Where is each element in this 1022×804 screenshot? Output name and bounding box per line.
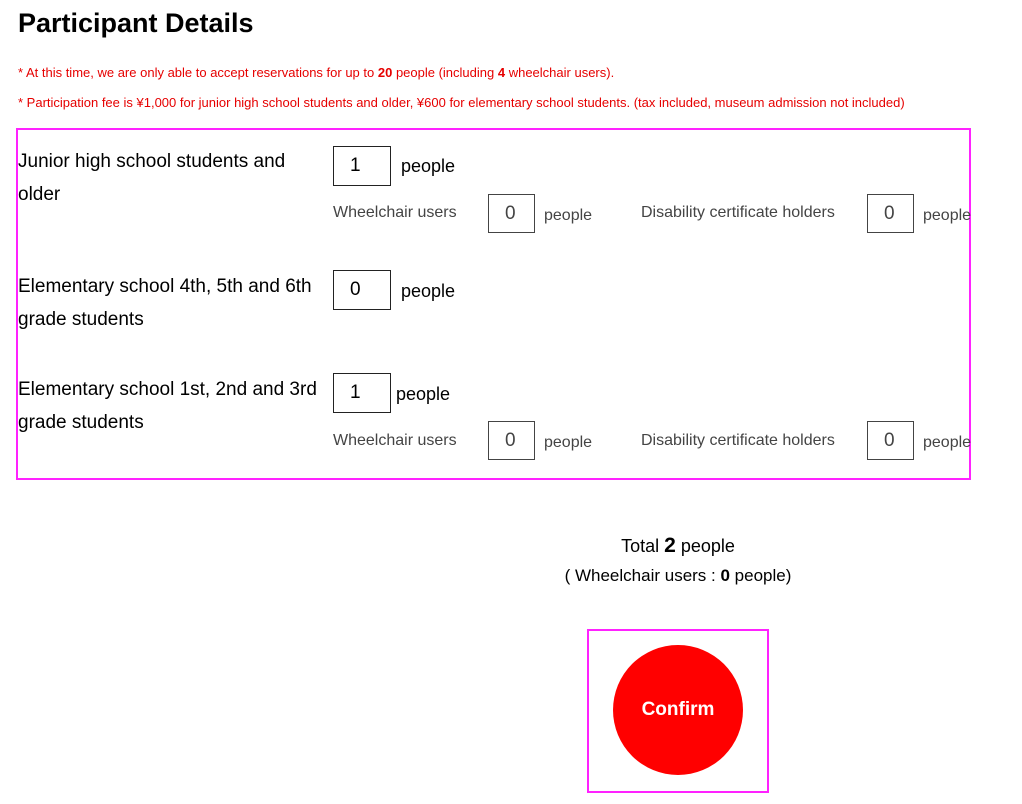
- disability-label: Disability certificate holders: [641, 432, 835, 449]
- junior-high-count-input[interactable]: [333, 146, 391, 186]
- max-people-count: 20: [377, 65, 393, 80]
- disability-label: Disability certificate holders: [641, 204, 835, 221]
- reservation-limit-note: [18, 65, 614, 81]
- confirm-button[interactable]: Confirm: [613, 645, 743, 775]
- wheelchair-label: Wheelchair users: [333, 432, 457, 449]
- wheelchair-summary-prefix: ( Wheelchair users :: [564, 566, 721, 585]
- max-wheelchair-count: 4: [497, 65, 506, 80]
- wheelchair-label: Wheelchair users: [333, 204, 457, 221]
- page-title: Participant Details: [18, 8, 254, 38]
- note-text: wheelchair users).: [505, 65, 615, 80]
- total-people-summary: [540, 534, 816, 558]
- unit-label: people: [544, 207, 593, 224]
- unit-label: people: [923, 207, 972, 224]
- elementary-4-6-count-input[interactable]: [333, 270, 391, 310]
- junior-high-wheelchair-input[interactable]: [488, 194, 535, 233]
- wheelchair-summary-suffix: people): [729, 566, 792, 585]
- fee-note: * Participation fee is ¥1,000 for junior high school students and older, ¥600 for elementary school students. (tax included, museum admission not included): [18, 95, 905, 110]
- elementary-1-3-count-input[interactable]: [333, 373, 391, 413]
- unit-label: people: [923, 434, 972, 451]
- category-label-elementary-1-3: Elementary school 1st, 2nd and 3rd grade students: [18, 379, 317, 433]
- unit-label: people: [396, 384, 451, 404]
- wheelchair-total-count: 0: [720, 566, 730, 585]
- unit-label: people: [401, 281, 456, 301]
- note-text: * At this time, we are only able to accept reservations for up to: [18, 65, 378, 80]
- unit-label: people: [401, 156, 456, 176]
- total-prefix: Total: [621, 536, 665, 556]
- note-text: people (including: [392, 65, 498, 80]
- unit-label: people: [544, 434, 593, 451]
- elementary-1-3-disability-input[interactable]: [867, 421, 914, 460]
- wheelchair-summary: [520, 565, 836, 587]
- junior-high-disability-input[interactable]: [867, 194, 914, 233]
- category-label-elementary-4-6: Elementary school 4th, 5th and 6th grade students: [18, 276, 312, 330]
- elementary-1-3-wheelchair-input[interactable]: [488, 421, 535, 460]
- total-count: 2: [664, 534, 676, 557]
- total-suffix: people: [675, 536, 735, 556]
- category-label-junior-high: Junior high school students and older: [18, 151, 286, 205]
